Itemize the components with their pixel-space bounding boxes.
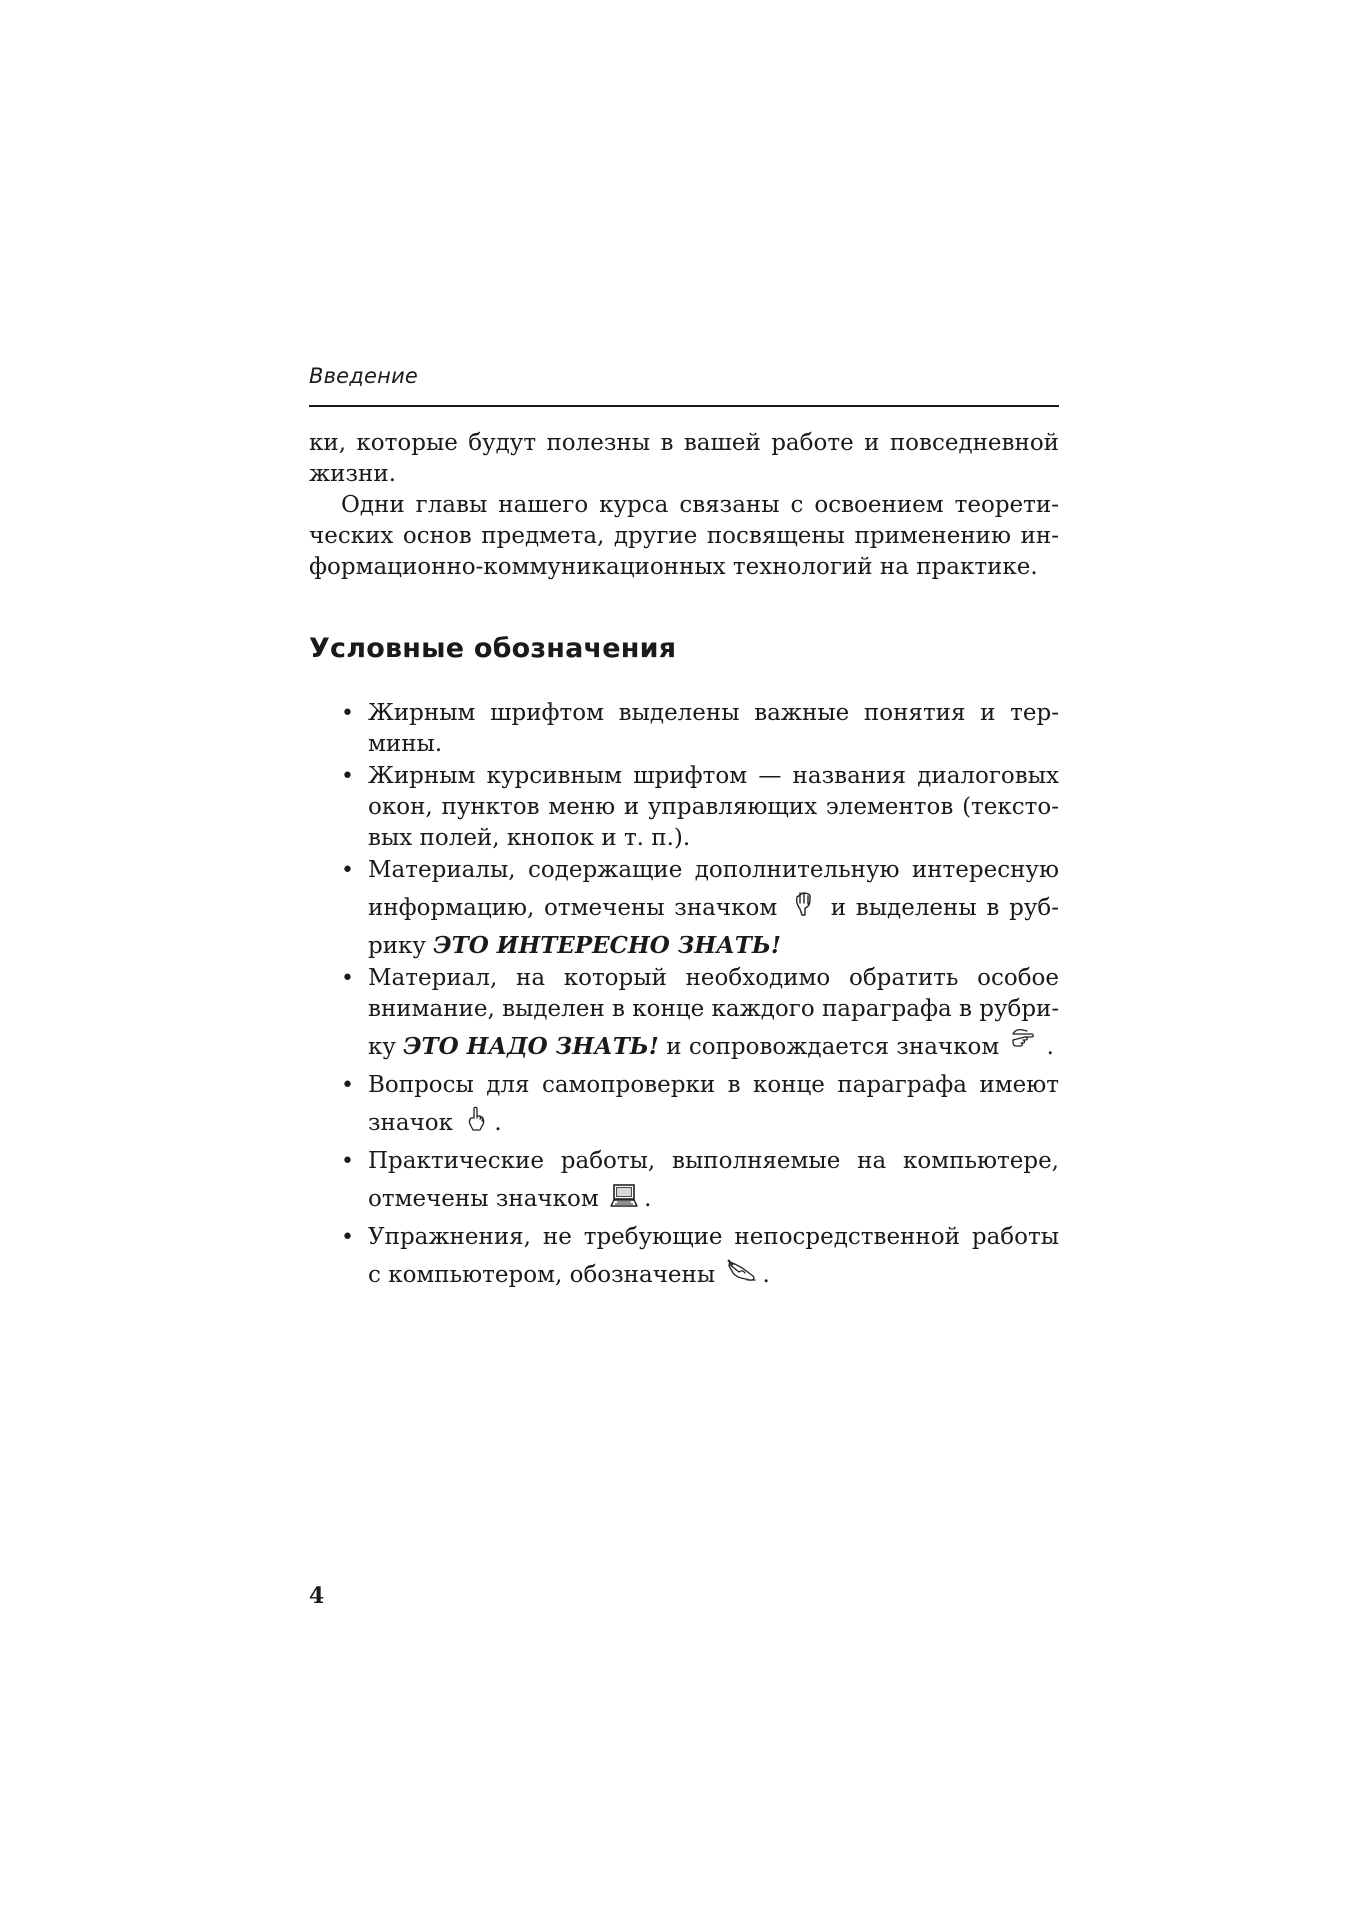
text-line: • Материал, на который необходимо обратить особое	[368, 965, 1059, 991]
intro-paragraph-2	[309, 490, 1059, 583]
text-line: жизни.	[309, 461, 397, 487]
text-fragment: .	[494, 1110, 502, 1136]
text-fragment: значок	[368, 1110, 454, 1136]
section-heading: Условные обозначения	[309, 633, 677, 664]
text-line: внимание, выделен в конце каждого параграфа в рубри-	[368, 996, 1060, 1022]
list-item	[341, 1146, 1059, 1221]
legend-list	[341, 698, 1059, 1298]
text-line: ческих основ предмета, другие посвящены применению ин-	[309, 523, 1059, 549]
list-item	[341, 855, 1059, 962]
rubric-must-know: ЭТО НАДО ЗНАТЬ!	[403, 1033, 659, 1060]
text-line	[368, 1177, 1059, 1221]
text-fragment: информацию, отмечены значком	[368, 895, 778, 921]
text-line: ки, которые будут полезны в вашей работе и повседневной	[309, 430, 1059, 456]
thumb-down-hand-icon	[791, 891, 815, 917]
text-line: формационно-коммуникационных технологий на практике.	[309, 554, 1038, 580]
pointing-hand-icon	[1011, 1026, 1041, 1048]
list-item	[341, 963, 1059, 1069]
text-line	[368, 1025, 1059, 1069]
list-item	[341, 698, 1059, 760]
text-line: • Жирным курсивным шрифтом — названия диалоговых	[368, 763, 1059, 789]
text-line	[368, 1101, 1059, 1145]
page-number: 4	[309, 1583, 325, 1609]
text-fragment: .	[762, 1262, 770, 1288]
text-fragment: .	[644, 1186, 652, 1212]
text-line	[368, 930, 1059, 962]
text-line: вых полей, кнопок и т. п.).	[368, 825, 691, 851]
text-line: мины.	[368, 731, 443, 757]
text-line: • Материалы, содержащие дополнительную интересную	[368, 857, 1059, 883]
intro-text	[309, 428, 1059, 583]
list-item	[341, 1070, 1059, 1145]
text-fragment: отмечены значком	[368, 1186, 599, 1212]
text-fragment: .	[1046, 1034, 1054, 1060]
computer-icon	[610, 1182, 638, 1208]
text-fragment: ку	[368, 1034, 396, 1060]
intro-paragraph-1	[309, 428, 1059, 490]
text-line: • Практические работы, выполняемые на компьютере,	[368, 1148, 1059, 1174]
text-line: Одни главы нашего курса связаны с освоением теорети-	[341, 492, 1059, 518]
rubric-interesting: ЭТО ИНТЕРЕСНО ЗНАТЬ!	[433, 932, 781, 959]
text-line	[368, 886, 1059, 930]
text-line: • Вопросы для самопроверки в конце параграфа имеют	[368, 1072, 1059, 1098]
list-item	[341, 1222, 1059, 1297]
header-rule	[309, 405, 1059, 407]
text-line	[368, 1253, 1059, 1297]
writing-hand-icon	[727, 1258, 757, 1284]
text-line: окон, пунктов меню и управляющих элементов (тексто-	[368, 794, 1059, 820]
text-fragment: с компьютером, обозначены	[368, 1262, 716, 1288]
text-fragment: и выделены в руб-	[830, 895, 1059, 921]
raised-finger-icon	[464, 1106, 488, 1132]
text-fragment: рику	[368, 933, 426, 959]
list-item	[341, 761, 1059, 854]
text-fragment: и сопровождается значком	[666, 1034, 1000, 1060]
running-head: Введение	[309, 364, 419, 388]
text-line: • Жирным шрифтом выделены важные понятия и тер-	[368, 700, 1059, 726]
text-line: • Упражнения, не требующие непосредственной работы	[368, 1224, 1059, 1250]
